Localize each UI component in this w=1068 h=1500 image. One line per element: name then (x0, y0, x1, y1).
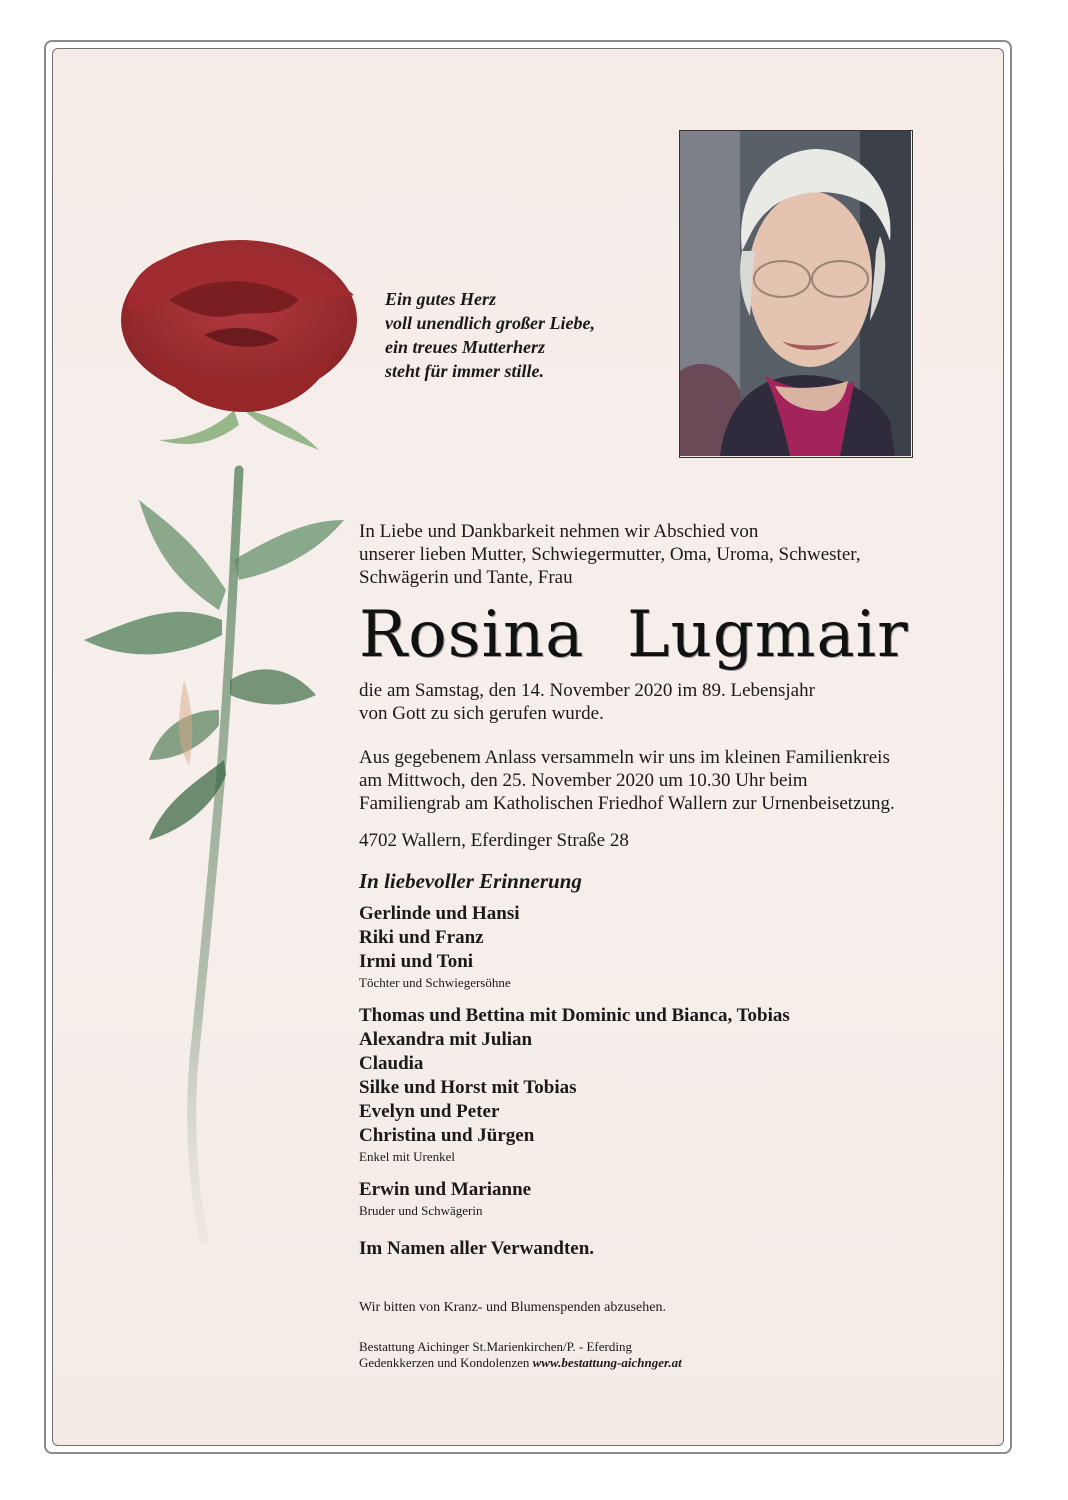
footer-condolence (359, 1355, 999, 1371)
intro-line: In Liebe und Dankbarkeit nehmen wir Abschied von (359, 521, 759, 542)
deceased-name (359, 600, 999, 670)
family-member: Erwin und Marianne (359, 1179, 532, 1200)
death-notice-line: von Gott zu sich gerufen wurde. (359, 703, 604, 724)
family-member: Silke und Horst mit Tobias (359, 1077, 577, 1098)
family-group (359, 902, 999, 991)
intro-line: Schwägerin und Tante, Frau (359, 567, 573, 588)
family-member: Alexandra mit Julian (359, 1029, 533, 1050)
obituary-content (359, 520, 999, 1371)
family-member: Christina und Jürgen (359, 1125, 535, 1146)
family-member: Riki und Franz (359, 927, 484, 948)
condolence-label: Gedenkkerzen und Kondolenzen (359, 1355, 530, 1370)
footer (359, 1339, 999, 1371)
motto-line: ein treues Mutterherz (385, 337, 546, 357)
motto-verse (385, 287, 645, 383)
ceremony-line: am Mittwoch, den 25. November 2020 um 10.30 Uhr beim (359, 770, 808, 791)
family-group (359, 1178, 999, 1219)
flower-note: Wir bitten von Kranz- und Blumenspenden abzusehen. (359, 1300, 666, 1315)
portrait-photo (679, 130, 913, 458)
motto-line: steht für immer stille. (385, 361, 545, 381)
family-member: Claudia (359, 1053, 424, 1074)
family-group (359, 1004, 999, 1165)
motto-line: voll unendlich großer Liebe, (385, 313, 595, 333)
family-member: Irmi und Toni (359, 951, 474, 972)
closing-line: Im Namen aller Verwandten. (359, 1238, 595, 1259)
address: 4702 Wallern, Eferdinger Straße 28 (359, 830, 629, 851)
death-notice-line: die am Samstag, den 14. November 2020 im 89. Lebensjahr (359, 680, 815, 701)
footer-company: Bestattung Aichinger St.Marienkirchen/P. - Eferding (359, 1339, 632, 1354)
family-relation: Bruder und Schwägerin (359, 1203, 483, 1218)
family-member: Thomas und Bettina mit Dominic und Bianca, Tobias (359, 1005, 790, 1026)
website-link[interactable]: www.bestattung-aichnger.at (532, 1355, 682, 1370)
memory-heading: In liebevoller Erinnerung (359, 869, 582, 893)
family-relation: Töchter und Schwiegersöhne (359, 975, 511, 990)
ceremony-line: Aus gegebenem Anlass versammeln wir uns im kleinen Familienkreis (359, 747, 890, 768)
ceremony-line: Familiengrab am Katholischen Friedhof Wallern zur Urnenbeisetzung. (359, 793, 895, 814)
last-name: Lugmair (627, 598, 909, 672)
death-notice (359, 679, 999, 725)
family-relation: Enkel mit Urenkel (359, 1149, 456, 1164)
family-list (359, 902, 999, 1219)
intro-text (359, 520, 999, 589)
rose-illustration (54, 240, 374, 1250)
family-member: Evelyn und Peter (359, 1101, 500, 1122)
first-name: Rosina (359, 598, 585, 672)
motto-line: Ein gutes Herz (385, 289, 497, 309)
ceremony-text (359, 746, 999, 815)
intro-line: unserer lieben Mutter, Schwiegermutter, Oma, Uroma, Schwester, (359, 544, 861, 565)
family-member: Gerlinde und Hansi (359, 903, 520, 924)
